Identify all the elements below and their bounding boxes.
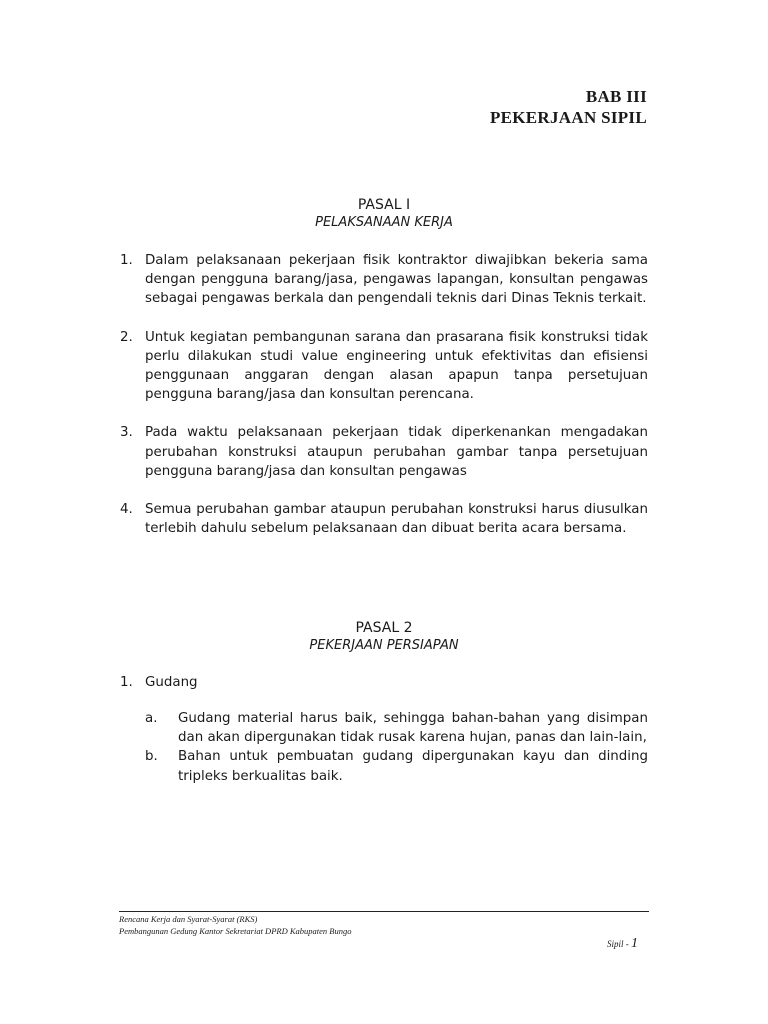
list-item (120, 423, 648, 481)
footer-line-2: Pembangunan Gedung Kantor Sekretariat DPRD Kabupaten Bungo (119, 925, 352, 936)
footer-line-1: Rencana Kerja dan Syarat-Syarat (RKS) (119, 914, 258, 924)
page-number (607, 936, 638, 952)
page-number-value: 1 (631, 936, 638, 951)
list-text: Semua perubahan gambar ataupun perubahan konstruksi harus diusulkan terlebih dahulu sebelum pelaksanaan dan dibuat berita acara bersama. (145, 502, 648, 537)
chapter-title: PEKERJAAN SIPIL (489, 108, 647, 127)
chapter-heading (490, 86, 647, 128)
pasal-1-list (120, 251, 648, 557)
pasal-1-title: PASAL I (357, 197, 411, 213)
list-item (120, 673, 648, 692)
sublist-text: Gudang material harus baik, sehingga bahan-bahan yang disimpan dan akan dipergunakan tidak rusak karena hujan, panas dan lain-lain, (178, 711, 648, 746)
sublist-letter: a. (145, 711, 158, 726)
page-label: Sipil - (607, 939, 629, 949)
list-number: 1. (120, 675, 133, 690)
pasal-2-subtitle: PEKERJAAN PERSIAPAN (309, 638, 459, 653)
list-number: 3. (120, 425, 133, 441)
pasal-1-subtitle: PELAKSANAAN KERJA (315, 215, 453, 230)
footer-divider (119, 911, 649, 912)
list-text: Gudang (145, 675, 198, 690)
chapter-number: BAB III (585, 87, 647, 106)
sublist-text: Bahan untuk pembuatan gudang dipergunakan kayu dan dinding tripleks berkualitas baik. (178, 749, 648, 784)
pasal-2-list (120, 673, 648, 711)
list-item (120, 328, 648, 405)
list-text: Pada waktu pelaksanaan pekerjaan tidak diperkenankan mengadakan perubahan konstruksi ataupun perubahan gambar tanpa persetujuan pengguna barang/jasa dan konsultan pengawas (145, 425, 648, 479)
sublist-item (145, 747, 648, 785)
list-number: 2. (120, 329, 133, 345)
list-number: 1. (120, 253, 133, 268)
list-text: Untuk kegiatan pembangunan sarana dan prasarana fisik konstruksi tidak perlu dilakukan studi value engineering untuk efektivitas dan efisiensi penggunaan anggaran dengan alasan apapun tanpa persetujuan pengguna barang/jasa dan konsultan perencana. (145, 329, 648, 403)
sublist-letter: b. (145, 749, 158, 765)
sublist-item (145, 709, 648, 747)
footer (119, 914, 351, 937)
list-text: Dalam pelaksanaan pekerjaan fisik kontraktor diwajibkan bekeria sama dengan pengguna barang/jasa, pengawas lapangan, konsultan pengawas sebagai pengawas berkala dan pengendali teknis dari Dinas Teknis terkait. (145, 253, 648, 307)
pasal-2-sublist (145, 709, 648, 786)
pasal-2-heading (120, 619, 648, 655)
list-item (120, 500, 648, 538)
pasal-2-title: PASAL 2 (355, 620, 413, 636)
list-number: 4. (120, 502, 133, 518)
list-item (120, 251, 648, 309)
pasal-1-heading (120, 196, 648, 232)
